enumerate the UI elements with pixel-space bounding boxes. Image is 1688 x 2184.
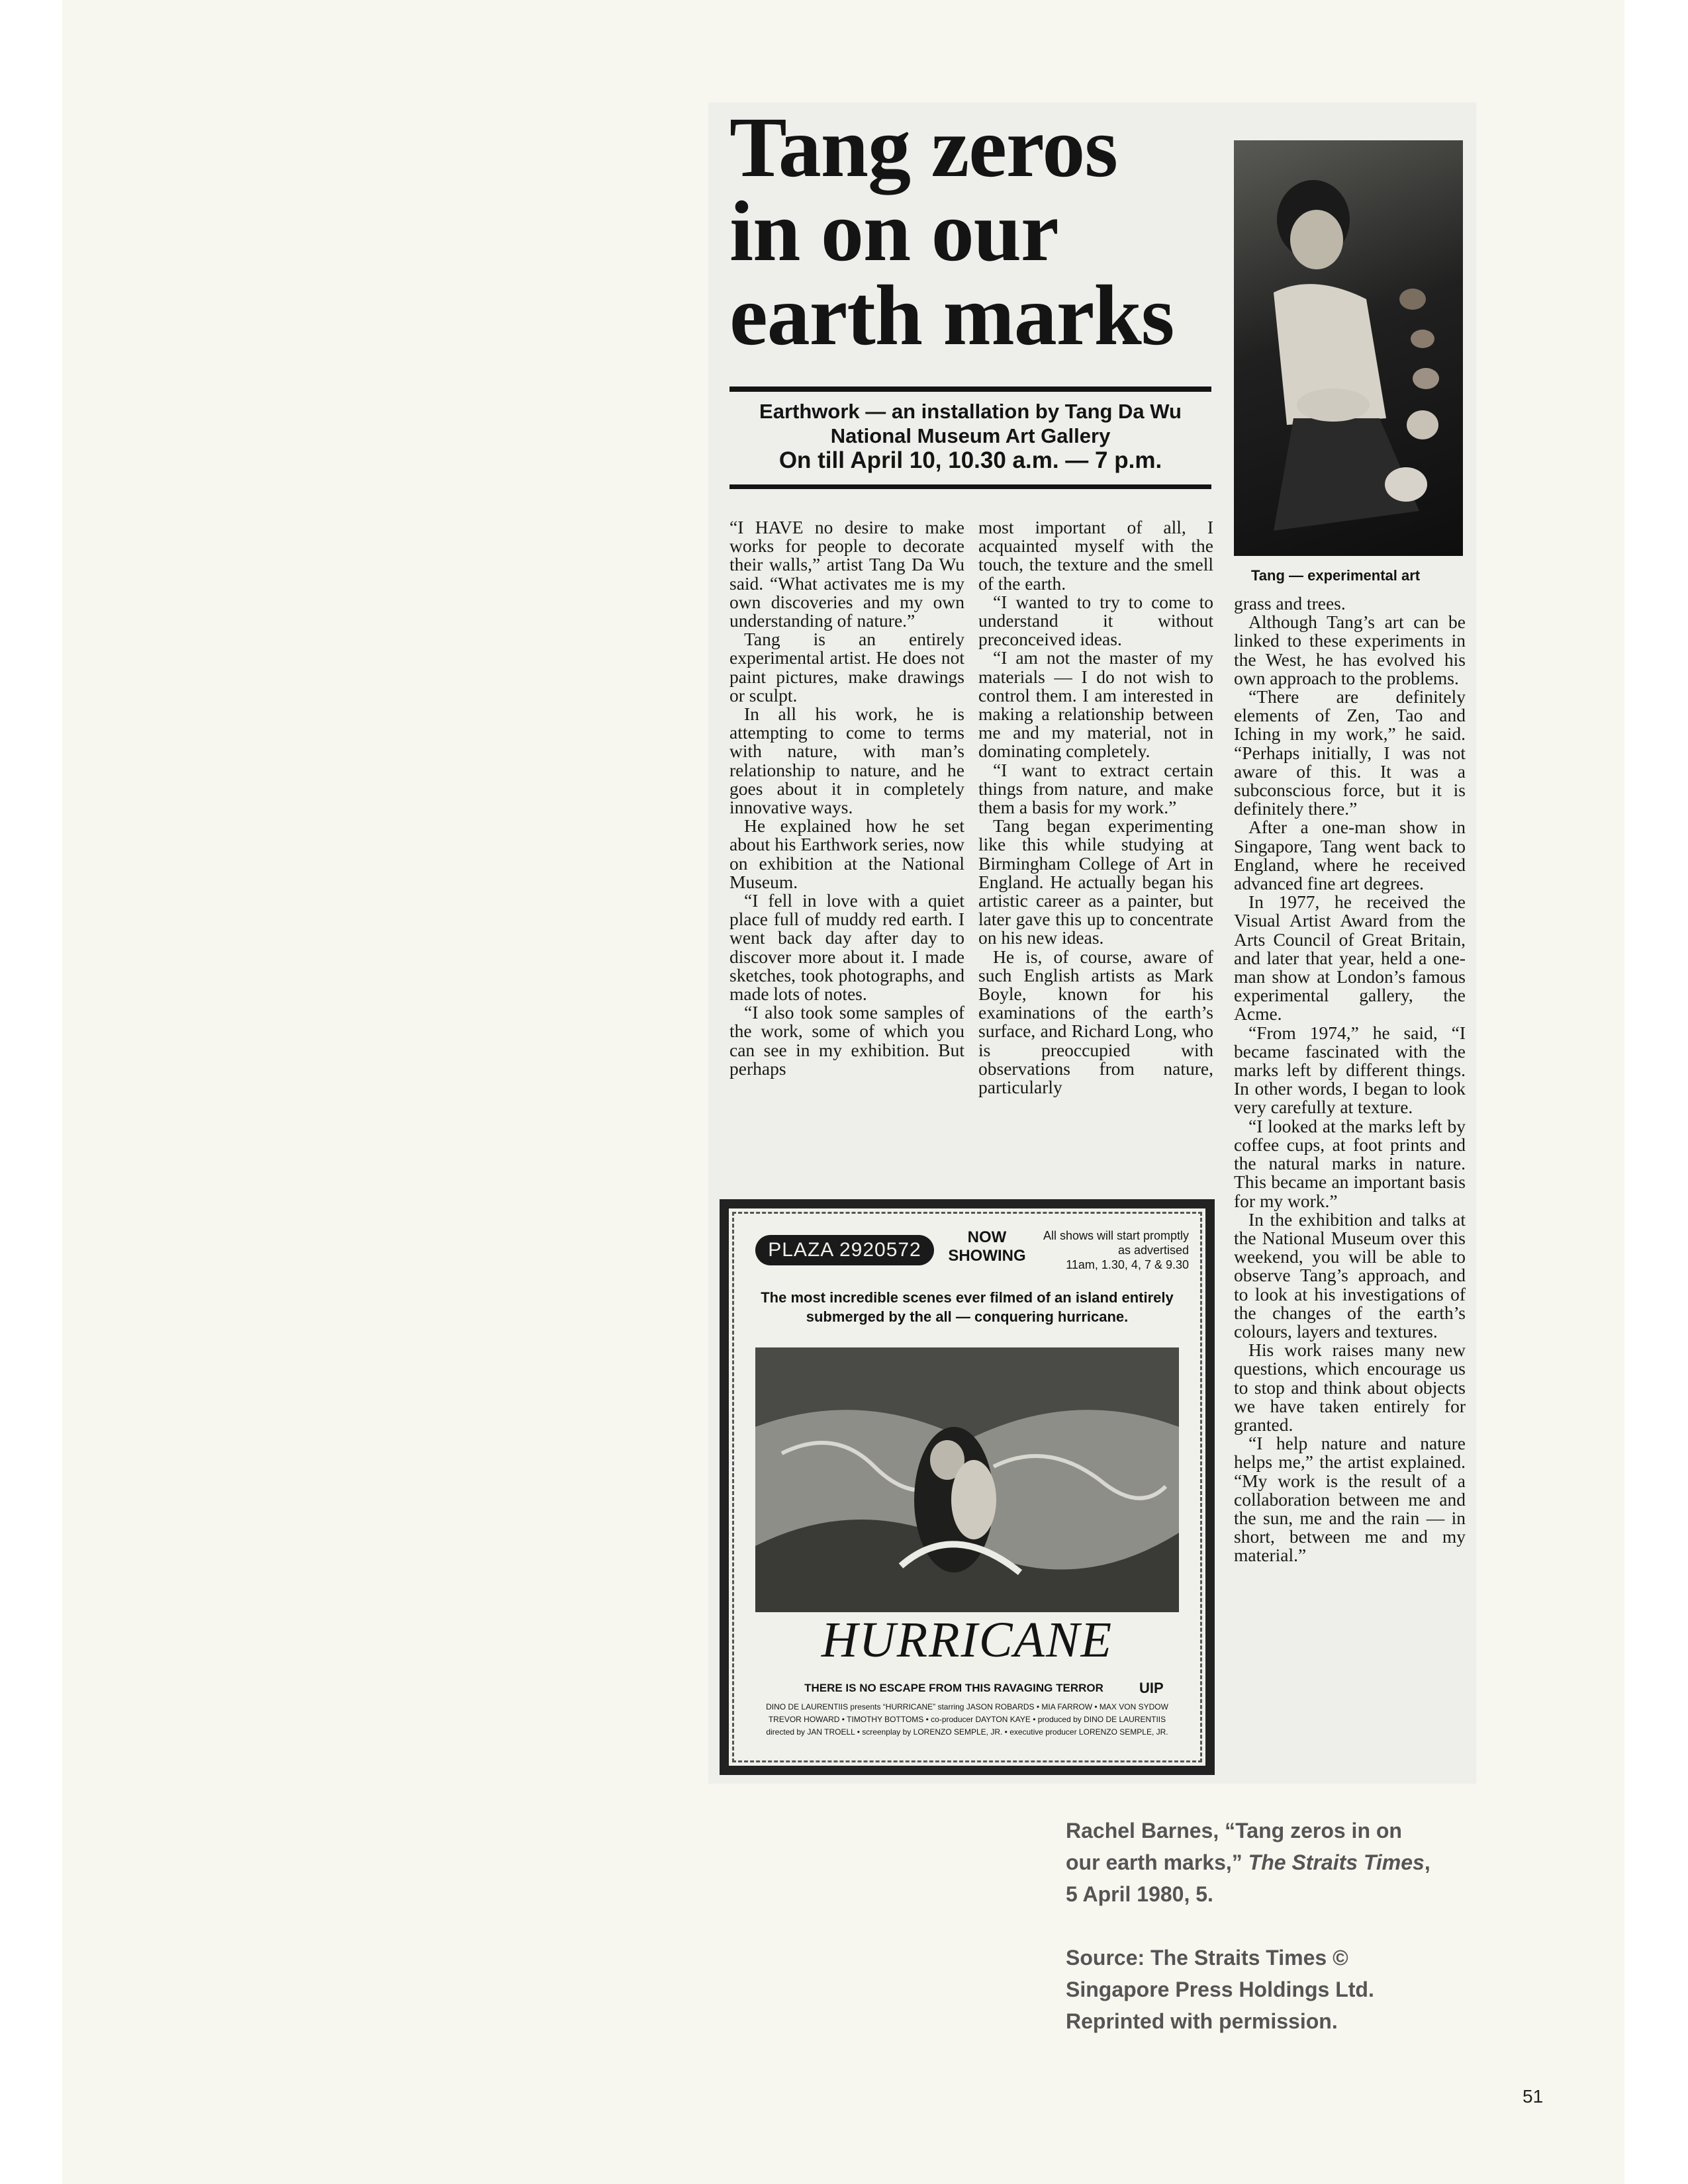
headline-rule <box>729 387 1211 392</box>
paragraph: “From 1974,” he said, “I became fascinated with the marks left by different things. In other words, I began to look very carefully at texture. <box>1234 1022 1466 1118</box>
paragraph: In 1977, he received the Visual Artist Award from the Arts Council of Great Britain, and later that year, held a one-man show at London’s famous experimental gallery, the Acme. <box>1234 891 1466 1024</box>
ad-showtimes-list: 11am, 1.30, 4, 7 & 9.30 <box>1066 1258 1189 1271</box>
citation-date: , 5 April 1980, 5. <box>1066 1850 1430 1906</box>
movie-advertisement <box>720 1199 1215 1775</box>
paragraph: “I help nature and nature helps me,” the artist explained. “My work is the result of a collaboration between me and the sun, me and the rain — in short, between me and my material.” <box>1234 1433 1466 1566</box>
paragraph: Tang is an entirely experimental artist. He does not paint pictures, make drawings or sculpt. <box>729 629 964 705</box>
paragraph: “There are definitely elements of Zen, Tao and Iching in my work,” he said. “Perhaps initially, I was not aware of this. It was a subconscious force, but it is definitely there.” <box>1234 686 1466 819</box>
ad-now-showing: NOW SHOWING <box>948 1228 1026 1265</box>
paragraph: “I am not the master of my materials — I do not wish to control them. I am interested in making a relationship between me and my material, not in dominating completely. <box>978 647 1213 762</box>
ad-illustration <box>755 1347 1179 1612</box>
deck-rule <box>729 484 1211 489</box>
paragraph: After a one-man show in Singapore, Tang went back to England, where he received advanced fine art degrees. <box>1234 817 1466 894</box>
deck-line-1: Earthwork — an installation by Tang Da Wu <box>759 400 1182 423</box>
article-photo <box>1234 140 1463 556</box>
ad-tagline: THERE IS NO ESCAPE FROM THIS RAVAGING TERROR <box>804 1682 1103 1694</box>
ad-movie-title: HURRICANE <box>821 1612 1113 1668</box>
article-column-2 <box>978 518 1213 1097</box>
article-deck <box>729 399 1211 473</box>
paragraph: “I looked at the marks left by coffee cups, at foot prints and the natural marks in nature. This became an important basis for my work.” <box>1234 1115 1466 1211</box>
paragraph: “I fell in love with a quiet place full of muddy red earth. I went back day after day to discover more about it. I made sketches, took photographs, and made lots of notes. <box>729 890 964 1005</box>
ad-credits-line: DINO DE LAURENTIIS presents “HURRICANE” starring JASON ROBARDS • MIA FARROW • MAX VON SYDOW <box>766 1702 1168 1711</box>
ad-distributor-logo: UIP <box>1139 1680 1164 1696</box>
ad-blurb: The most incredible scenes ever filmed of an island entirely submerged by the all — conquering hurricane. <box>761 1289 1174 1325</box>
deck-line-3: On till April 10, 10.30 a.m. — 7 p.m. <box>778 447 1162 473</box>
citation-publication: The Straits Times <box>1248 1850 1425 1874</box>
citation-text: Rachel Barnes, “Tang zeros in on our earth marks,” <box>1066 1819 1402 1874</box>
paragraph: His work raises many new questions, which encourage us to stop and think about objects we have taken entirely for granted. <box>1234 1340 1466 1435</box>
paragraph: He explained how he set about his Earthwork series, now on exhibition at the National Museum. <box>729 815 964 892</box>
paragraph: Although Tang’s art can be linked to these experiments in the West, he has evolved his own approach to the problems. <box>1234 612 1466 688</box>
ad-showtimes <box>1030 1228 1189 1272</box>
ad-credits-line: TREVOR HOWARD • TIMOTHY BOTTOMS • co-producer DAYTON KAYE • produced by DINO DE LAURENTIIS <box>768 1715 1166 1724</box>
ad-showtimes-note: All shows will start promptly as advertised <box>1043 1229 1189 1257</box>
ad-cinema-phone: PLAZA 2920572 <box>755 1235 934 1265</box>
article-column-1 <box>729 518 964 1078</box>
ad-credits-line: directed by JAN TROELL • screenplay by LORENZO SEMPLE, JR. • executive producer LORENZO SEMPLE, JR. <box>766 1727 1168 1737</box>
paragraph: In all his work, he is attempting to come to terms with nature, with man’s relationship to nature, and he goes about it in completely innovative ways. <box>729 704 964 818</box>
paragraph: He is, of course, aware of such English artists as Mark Boyle, known for his examinations of the earth’s surface, and Richard Long, who is preoccupied with observations from nature, particularly <box>978 946 1213 1098</box>
paragraph: “I want to extract certain things from nature, and make them a basis for my work.” <box>978 759 1213 818</box>
citation <box>1066 1815 1436 1910</box>
article-headline: Tang zeros in on our earth marks <box>729 100 1174 363</box>
ad-credits <box>755 1701 1179 1739</box>
photo-caption: Tang — experimental art <box>1251 567 1421 584</box>
paragraph: “I HAVE no desire to make works for people to decorate their walls,” artist Tang Da Wu said. “What activates me is my own discoveries and my own understanding of nature.” <box>729 517 964 631</box>
article-column-3 <box>1234 594 1466 1565</box>
paragraph: Tang began experimenting like this while studying at Birmingham College of Art in England. He actually began his artistic career as a painter, but later gave this up to concentrate on his new ideas. <box>978 815 1213 948</box>
figure-caption <box>1066 1815 1436 2069</box>
paragraph: In the exhibition and talks at the National Museum over this weekend, you will be able to observe Tang’s approach, and to look at his investigations of the changes of the earth’s colours, layers and textures. <box>1234 1208 1466 1342</box>
paragraph: grass and trees. <box>1234 593 1346 614</box>
deck-line-2: National Museum Art Gallery <box>830 424 1111 447</box>
page-number: 51 <box>1523 2086 1544 2107</box>
paragraph: most important of all, I acquainted myself with the touch, the texture and the smell of the earth. <box>978 517 1213 594</box>
paragraph: “I also took some samples of the work, some of which you can see in my exhibition. But perhaps <box>729 1002 964 1079</box>
paragraph: “I wanted to try to come to understand it without preconceived ideas. <box>978 591 1213 650</box>
source-credit: Source: The Straits Times © Singapore Press Holdings Ltd. Reprinted with permission. <box>1066 1946 1374 2033</box>
